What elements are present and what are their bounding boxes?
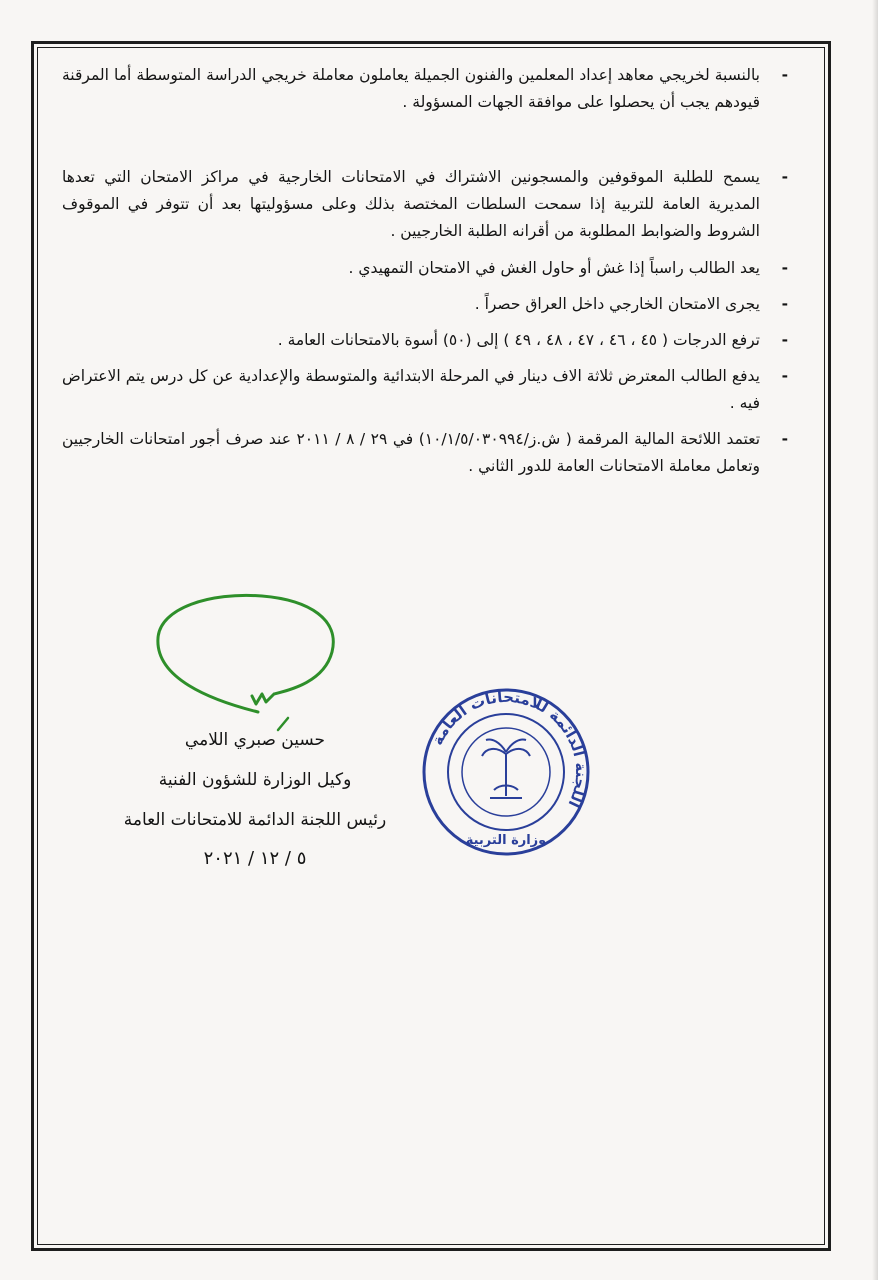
item-text: يدفع الطالب المعترض ثلاثة الاف دينار في المرحلة الابتدائية والمتوسطة والإعدادية عن كل درس يتم الاعتراض فيه . (62, 367, 760, 412)
page-edge-shadow (872, 0, 878, 1280)
item-text: يعد الطالب راسباً إذا غش أو حاول الغش في الامتحان التمهيدي . (348, 259, 760, 277)
bullet-dash: - (781, 367, 788, 385)
bullet-dash: - (781, 66, 788, 84)
handwritten-signature (150, 590, 350, 740)
item-text: بالنسبة لخريجي معاهد إعداد المعلمين والفنون الجميلة يعاملون معاملة خريجي الدراسة المتوسطة أما المرقنة قيودهم يجب أن يحصلوا على موافقة الجهات المسؤولة . (62, 66, 760, 111)
item-text: ترفع الدرجات ( ٤٥ ، ٤٦ ، ٤٧ ، ٤٨ ، ٤٩ ) إلى (٥٠) أسوة بالامتحانات العامة . (277, 331, 760, 349)
bullet-dash: - (781, 259, 788, 277)
bullet-dash: - (781, 168, 788, 186)
stamp-outer-text: اللجنة الدائمة للامتحانات العامة (428, 687, 591, 811)
item-text: يسمح للطلبة الموقوفين والمسجونين الاشتراك في الامتحانات الخارجية في مراكز الامتحان التي تعدها المديرية العامة للتربية إذا سمحت السلطات المختصة بذلك وعلى مسؤوليتها بعد أن تتوفر في الموقوف الشروط والضوابط المطلوبة من أقرانه الطلبة الخارجيين . (62, 168, 760, 240)
bullet-dash: - (781, 331, 788, 349)
list-item (62, 363, 788, 417)
instructions-list (62, 52, 788, 480)
signature-date: ٥ / ١٢ / ٢٠٢١ (203, 848, 307, 869)
item-text: يجرى الامتحان الخارجي داخل العراق حصراً . (474, 295, 760, 313)
list-item (62, 255, 788, 282)
stamp-bottom-text: وزارة التربية (465, 833, 547, 848)
official-stamp (420, 686, 592, 858)
signatory-committee-title: رئيس اللجنة الدائمة للامتحانات العامة (123, 810, 387, 830)
bullet-dash: - (781, 430, 788, 448)
bullet-dash: - (781, 295, 788, 313)
palm-emblem-icon (482, 740, 530, 799)
list-item (62, 327, 788, 354)
list-item (62, 164, 788, 245)
item-text: تعتمد اللائحة المالية المرقمة ( ش.ز/١٠/١/٥/٠٣٠٩٩٤) في ٢٩ / ٨ / ٢٠١١ عند صرف أجور امتحانات الخارجيين وتعامل معاملة الامتحانات العامة للدور الثاني . (62, 430, 761, 475)
list-item (62, 426, 788, 480)
list-item (62, 62, 788, 116)
list-item (62, 291, 788, 318)
signatory-name: حسين صبري اللامي (184, 730, 326, 750)
signatory-title: وكيل الوزارة للشؤون الفنية (158, 770, 352, 790)
